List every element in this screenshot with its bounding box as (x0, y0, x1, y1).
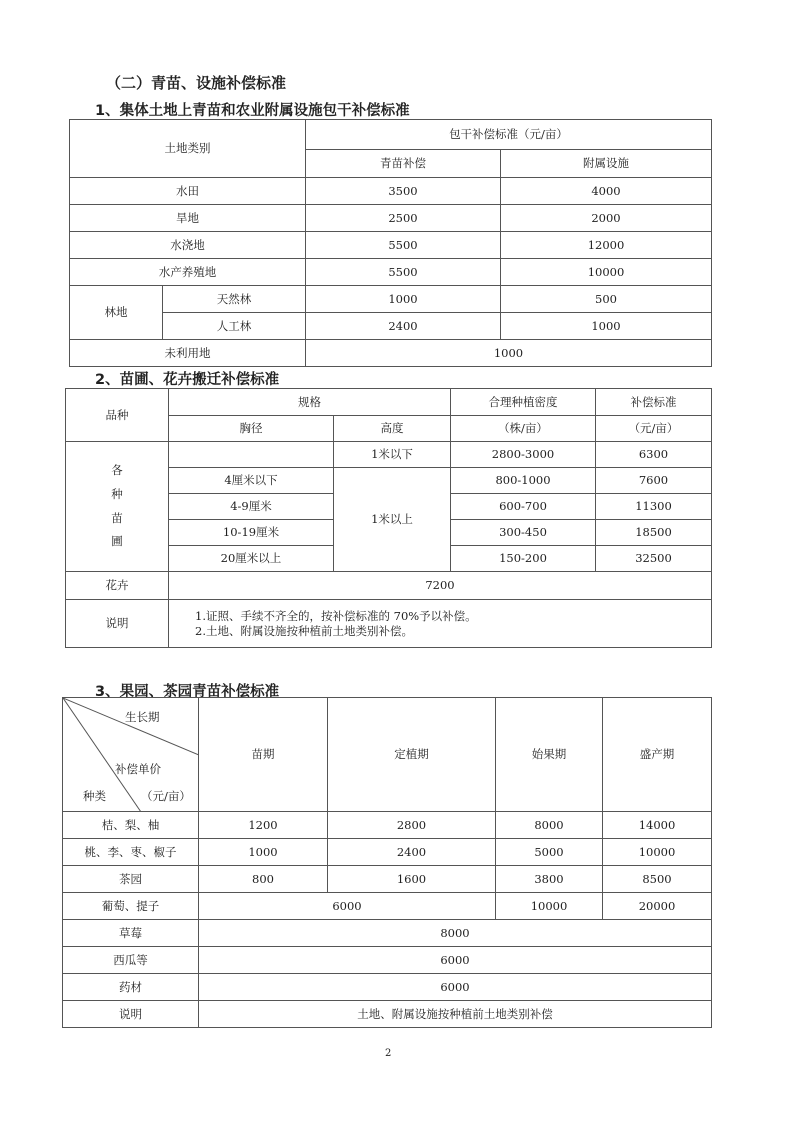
table1-row-seedling: 2500 (306, 205, 501, 232)
diag-price: 补偿单价 (115, 762, 161, 776)
table3-single-value: 6000 (199, 947, 712, 974)
diag-growth: 生长期 (125, 710, 160, 724)
table2-row-value: 18500 (596, 520, 712, 546)
table2-row-diameter: 20厘米以上 (169, 546, 334, 572)
table3-row-c: 3800 (496, 866, 603, 893)
table3-row-d: 10000 (603, 839, 712, 866)
table2-heading: 2、苗圃、花卉搬迁补偿标准 (95, 372, 280, 388)
table2-row-density: 600-700 (451, 494, 596, 520)
nursery-char: 圃 (111, 534, 123, 549)
table3-single-name: 草莓 (63, 920, 199, 947)
table2-row-density: 2800-3000 (451, 442, 596, 468)
table2-row-diameter: 4厘米以下 (169, 468, 334, 494)
table3-single-value: 6000 (199, 974, 712, 1001)
table2-col-standard-unit: （元/亩） (596, 416, 712, 442)
table3-row-a: 800 (199, 866, 328, 893)
table1-forest-name: 天然林 (163, 286, 306, 313)
table2 (65, 388, 712, 648)
table2-row-value: 7600 (596, 468, 712, 494)
table2-note-label: 说明 (66, 600, 169, 648)
table3-col-initial: 始果期 (496, 698, 603, 812)
table3-diagonal-header (63, 698, 199, 812)
table1-unused-value: 1000 (306, 340, 712, 367)
table2-col-density-unit: （株/亩） (451, 416, 596, 442)
table3-col-seedling: 苗期 (199, 698, 328, 812)
table2-row-value: 6300 (596, 442, 712, 468)
table2-nursery-label (66, 442, 169, 572)
table3-grape-c: 10000 (496, 893, 603, 920)
table3-row-c: 8000 (496, 812, 603, 839)
table2-row-value: 11300 (596, 494, 712, 520)
nursery-char: 苗 (111, 510, 123, 525)
nursery-char: 种 (111, 486, 123, 501)
table3-row-a: 1000 (199, 839, 328, 866)
table2-flower-value: 7200 (169, 572, 712, 600)
diag-unit: （元/亩） (141, 789, 191, 803)
table2-flower-label: 花卉 (66, 572, 169, 600)
table1-forest-facility: 1000 (501, 313, 712, 340)
table1-col-group: 包干补偿标准（元/亩） (306, 120, 712, 150)
table3-row-b: 2400 (328, 839, 496, 866)
table3 (62, 697, 712, 1028)
table3-col-planting: 定植期 (328, 698, 496, 812)
table1-forest-name: 人工林 (163, 313, 306, 340)
table3-col-peak: 盛产期 (603, 698, 712, 812)
table3-row-name: 桃、李、枣、椒子 (63, 839, 199, 866)
table1-col-facility: 附属设施 (501, 150, 712, 178)
table3-grape-d: 20000 (603, 893, 712, 920)
table3-row-a: 1200 (199, 812, 328, 839)
table2-diameter-empty (169, 442, 334, 468)
table1-unused-label: 未利用地 (70, 340, 306, 367)
table1-row-seedling: 5500 (306, 232, 501, 259)
table2-note-line: 2.土地、附属设施按种植前土地类别补偿。 (195, 623, 413, 638)
table3-single-value: 8000 (199, 920, 712, 947)
table3-row-d: 14000 (603, 812, 712, 839)
table1-row-facility: 4000 (501, 178, 712, 205)
table3-row-b: 2800 (328, 812, 496, 839)
table2-row-density: 150-200 (451, 546, 596, 572)
table1-row-facility: 2000 (501, 205, 712, 232)
table2-col-height: 高度 (334, 416, 451, 442)
table1-forest-label: 林地 (70, 286, 163, 340)
table2-col-spec: 规格 (169, 389, 451, 416)
table1-row-facility: 12000 (501, 232, 712, 259)
table1-row-facility: 10000 (501, 259, 712, 286)
table3-single-name: 西瓜等 (63, 947, 199, 974)
table1-row-name: 水产养殖地 (70, 259, 306, 286)
table1-row-name: 水浇地 (70, 232, 306, 259)
table3-row-b: 1600 (328, 866, 496, 893)
nursery-char: 各 (111, 463, 123, 478)
table2-col-standard: 补偿标准 (596, 389, 712, 416)
diag-kind: 种类 (83, 789, 106, 803)
table1-forest-facility: 500 (501, 286, 712, 313)
table1 (69, 119, 712, 367)
table3-note-label: 说明 (63, 1001, 199, 1028)
table2-row-diameter: 4-9厘米 (169, 494, 334, 520)
table2-col-density: 合理种植密度 (451, 389, 596, 416)
table1-col-land: 土地类别 (70, 120, 306, 178)
table3-single-name: 药材 (63, 974, 199, 1001)
table2-row-density: 800-1000 (451, 468, 596, 494)
table1-row-seedling: 5500 (306, 259, 501, 286)
table3-row-name: 茶园 (63, 866, 199, 893)
table2-row-value: 32500 (596, 546, 712, 572)
table2-row-height: 1米以下 (334, 442, 451, 468)
table1-heading: 1、集体土地上青苗和农业附属设施包干补偿标准 (95, 103, 410, 119)
table2-row-density: 300-450 (451, 520, 596, 546)
table3-grape-ab: 6000 (199, 893, 496, 920)
table2-note-line: 1.证照、手续不齐全的，按补偿标准的 70%予以补偿。 (195, 609, 477, 624)
section-title: （二）青苗、设施补偿标准 (106, 74, 287, 92)
table3-grape-name: 葡萄、提子 (63, 893, 199, 920)
table2-col-diameter: 胸径 (169, 416, 334, 442)
page-number: 2 (385, 1048, 392, 1059)
table1-forest-seedling: 1000 (306, 286, 501, 313)
table3-row-d: 8500 (603, 866, 712, 893)
table3-note-text: 土地、附属设施按种植前土地类别补偿 (199, 1001, 712, 1028)
table2-col-variety: 品种 (66, 389, 169, 442)
table1-row-seedling: 3500 (306, 178, 501, 205)
table2-height-above: 1米以上 (334, 468, 451, 572)
table1-forest-seedling: 2400 (306, 313, 501, 340)
table2-note (169, 600, 712, 648)
table3-row-c: 5000 (496, 839, 603, 866)
table1-col-seedling: 青苗补偿 (306, 150, 501, 178)
table1-row-name: 水田 (70, 178, 306, 205)
table3-row-name: 桔、梨、柚 (63, 812, 199, 839)
table1-row-name: 旱地 (70, 205, 306, 232)
table3-heading: 3、果园、茶园青苗补偿标准 (95, 684, 280, 700)
table2-row-diameter: 10-19厘米 (169, 520, 334, 546)
